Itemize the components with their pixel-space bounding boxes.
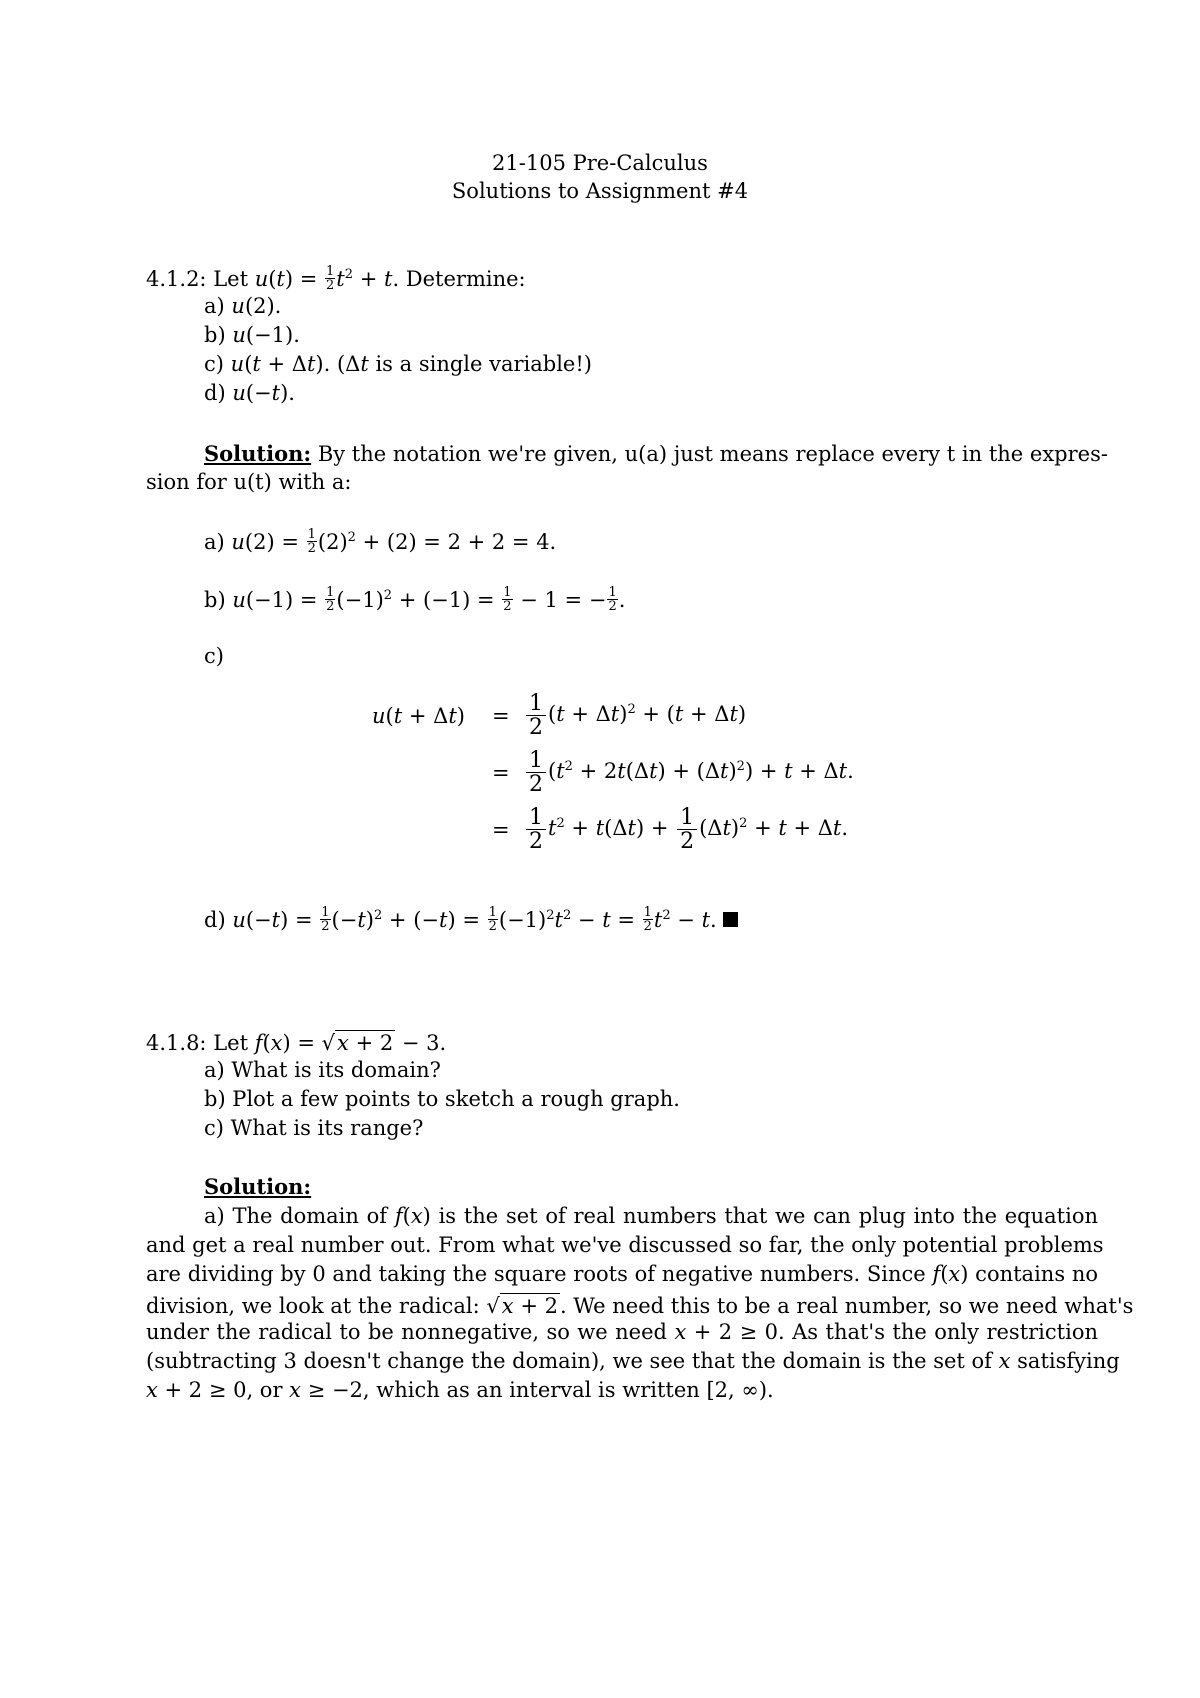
question-b: b) u(−1). [204, 323, 300, 347]
question-a: a) u(2). [204, 294, 282, 318]
equals-sign: = [492, 704, 510, 728]
solution-intro-2: sion for u(t) with a: [146, 470, 352, 494]
problem-statement: 4.1.2: Let u(t) = $\frac{1}{2}$ $t^2 + t$. Determine: [146, 264, 526, 294]
solution-paragraph-line: x + 2 ≥ 0, or x ≥ −2, which as an interval is written [2, ∞). [146, 1378, 774, 1402]
solution-c-label: c) [204, 644, 224, 668]
equation-step-2: $\frac{1}{2}$ $(t^2 + 2t(\Delta t) + (\Delta t)^2) + t + \Delta t$. [524, 749, 854, 796]
qed-square-icon [723, 912, 738, 927]
solution-paragraph-line: a) The domain of f(x) is the set of real numbers that we can plug into the equation [204, 1204, 1098, 1228]
solution-paragraph-line: under the radical to be nonnegative, so we need x + 2 ≥ 0. As that's the only restriction [146, 1320, 1098, 1344]
question-c: c) What is its range? [204, 1116, 424, 1140]
square-root-symbol: √x + 2 [486, 1294, 558, 1318]
solution-a: a) u(2) = $\frac{1}{2}$ $(2)^2 + (2) = 2 + 2 = 4$. [204, 527, 557, 557]
problem-number: 4.1.2: [146, 267, 207, 292]
assignment-subtitle: Solutions to Assignment #4 [451, 179, 749, 203]
course-title: 21-105 Pre-Calculus [492, 151, 708, 175]
solution-label: Solution: [204, 1174, 312, 1199]
solution-b: b) u(−1) = $\frac{1}{2}$ $(-1)^2 + (-1)$ = $\frac{1}{2}$ − 1 = − $\frac{1}{2}$ . [204, 585, 626, 615]
square-root-symbol: √x + 2 [321, 1031, 394, 1055]
solution-label: Solution: [204, 441, 312, 466]
question-d: d) u(−t). [204, 381, 295, 405]
equals-sign: = [492, 818, 510, 842]
equation-lhs: u(t + Δt) [372, 704, 465, 728]
question-b: b) Plot a few points to sketch a rough graph. [204, 1087, 680, 1111]
solution-paragraph-line: division, we look at the radical: √x + 2. We need this to be a real number, so we need what's [146, 1294, 1134, 1318]
problem-number: 4.1.8: [146, 1031, 207, 1055]
equation-step-3: $\frac{1}{2}$ $t^2 + t(\Delta t)$ + $\frac{1}{2}$ $(\Delta t)^2 + t + \Delta t$. [524, 806, 848, 853]
equals-sign: = [492, 761, 510, 785]
problem-statement: 4.1.8: Let f(x) = √x + 2 − 3. [146, 1031, 447, 1055]
solution-intro-1: Solution: By the notation we're given, u(a) just means replace every t in the expres- [204, 441, 1108, 466]
question-c: c) u(t + Δt). (Δt is a single variable!) [204, 352, 592, 376]
solution-paragraph-line: are dividing by 0 and taking the square roots of negative numbers. Since f(x) contains no [146, 1262, 1098, 1286]
equation-step-1: $\frac{1}{2}$ $(t + \Delta t)^2 + (t + \Delta t)$ [524, 692, 746, 739]
solution-paragraph-line: (subtracting 3 doesn't change the domain), we see that the domain is the set of x satisfying [146, 1349, 1120, 1373]
solution-d: d) u(−t) = $\frac{1}{2}$ $(-t)^2 + (-t)$ = $\frac{1}{2}$ $(-1)^2t^2 - t$ = $\frac{1}{2}$ $t^2 - t$. [204, 908, 738, 935]
solution-paragraph-line: and get a real number out. From what we've discussed so far, the only potential problems [146, 1233, 1104, 1257]
question-a: a) What is its domain? [204, 1058, 441, 1082]
